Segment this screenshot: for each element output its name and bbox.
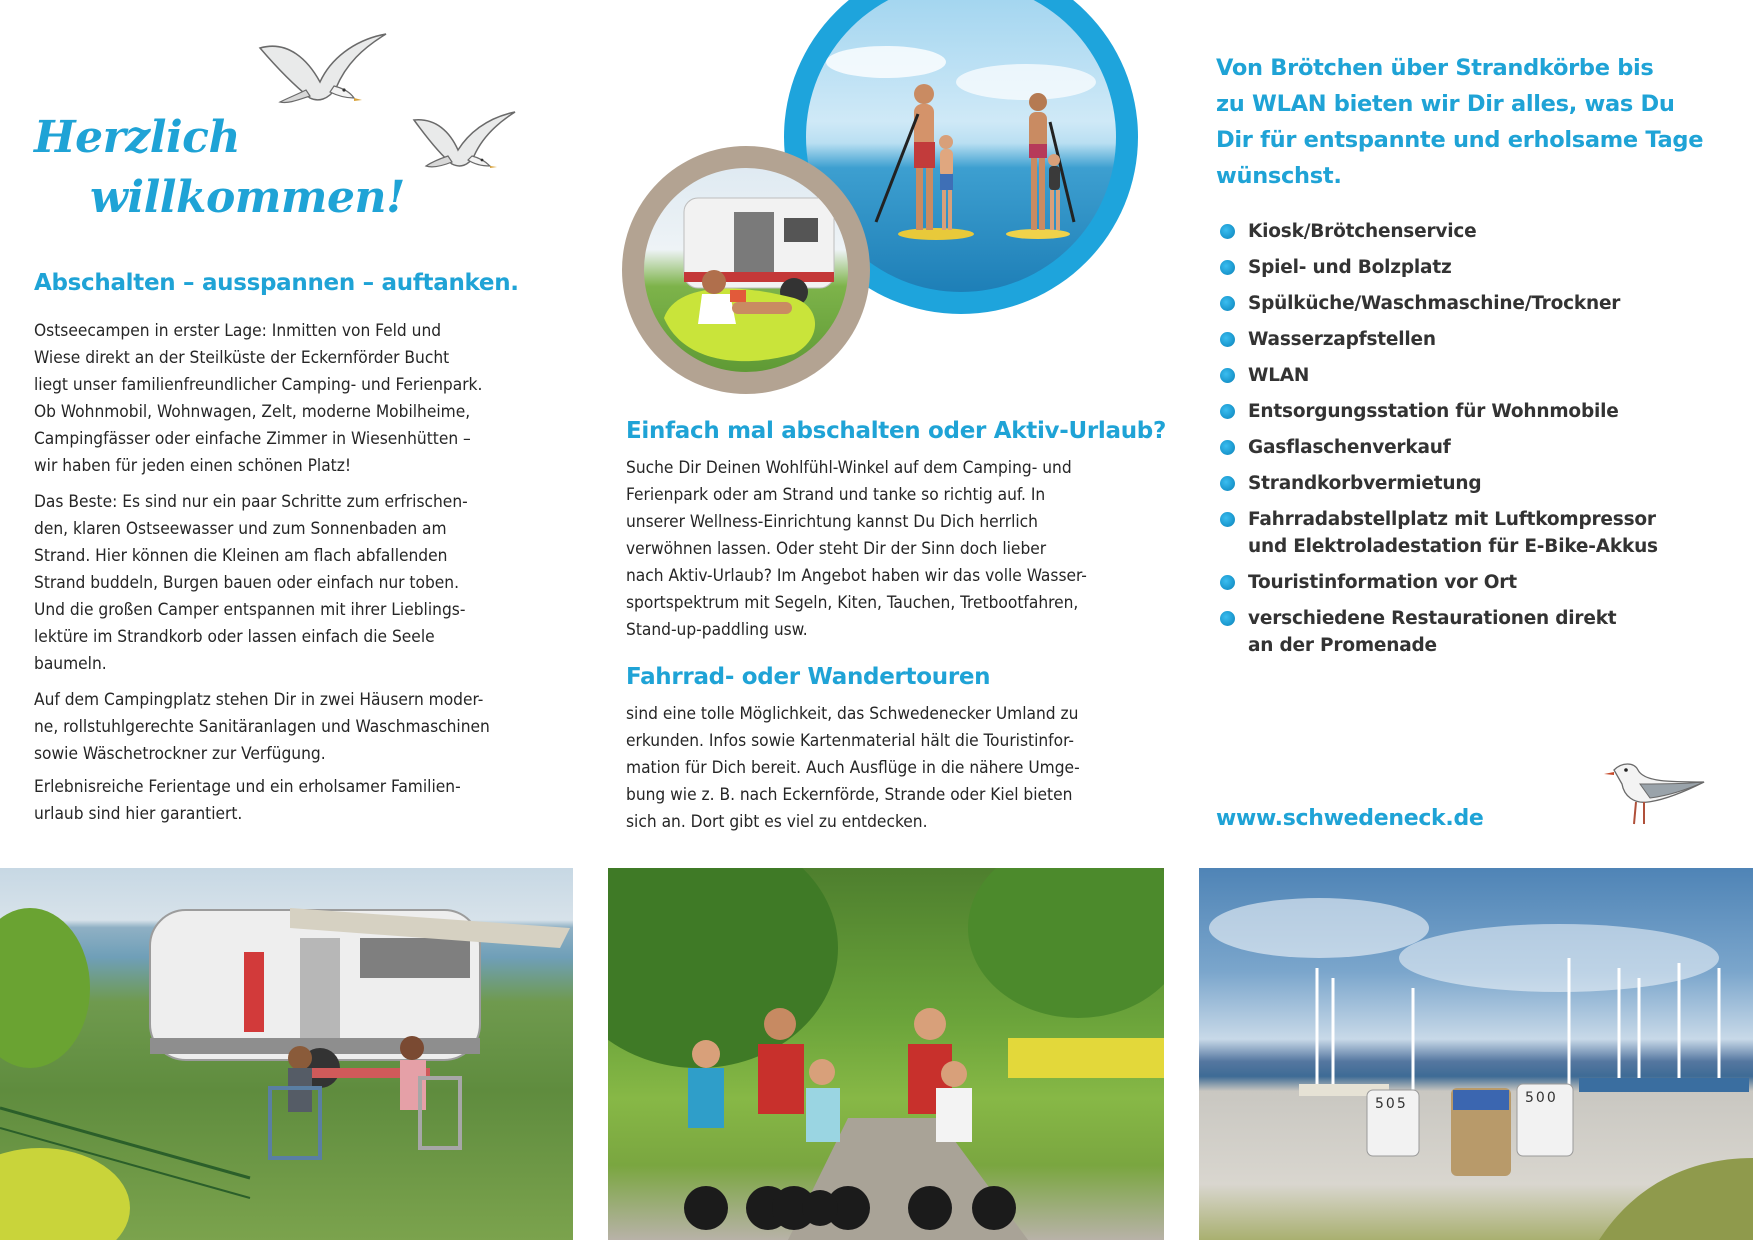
feature-text: Spiel- und Bolzplatz [1248, 257, 1452, 278]
text-line: Auf dem Campingplatz stehen Dir in zwei Häusern moder- [34, 690, 484, 710]
bullet-icon [1220, 224, 1235, 239]
text-line: Erlebnisreiche Ferientage und ein erholsamer Familien- [34, 777, 461, 797]
photo-beach-strandkorb [1199, 868, 1753, 1240]
col2-text-1 [626, 455, 1146, 644]
feature-text: Fahrradabstellplatz mit Luftkompressor [1248, 509, 1656, 530]
text-line: wir haben für jeden einen schönen Platz! [34, 456, 352, 476]
text-line: urlaub sind hier garantiert. [34, 804, 243, 824]
text-line: lektüre im Strandkorb oder lassen einfach die Seele [34, 627, 435, 647]
text-line: Stand-up-paddling usw. [626, 620, 808, 640]
col1-paragraph-2 [34, 489, 554, 678]
feature-item [1216, 569, 1716, 596]
intro-line: Dir für entspannte und erholsame Tage [1216, 127, 1704, 153]
bullet-icon [1220, 296, 1235, 311]
text-line: mation für Dich bereit. Auch Ausflüge in die nähere Umge- [626, 758, 1080, 778]
col1-paragraph-4 [34, 774, 554, 828]
feature-item [1216, 290, 1716, 317]
photo-caravan-relax [622, 146, 870, 394]
bullet-icon [1220, 476, 1235, 491]
text-line: liegt unser familienfreundlicher Camping- und Ferienpark. [34, 375, 483, 395]
text-line: Campingfässer oder einfache Zimmer in Wiesenhütten – [34, 429, 471, 449]
text-line: sportspektrum mit Segeln, Kiten, Tauchen, Tretbootfahren, [626, 593, 1079, 613]
welcome-line-2: willkommen! [90, 172, 405, 223]
feature-item [1216, 398, 1716, 425]
text-line: sich an. Dort gibt es viel zu entdecken. [626, 812, 928, 832]
text-line: sowie Wäschetrockner zur Verfügung. [34, 744, 326, 764]
feature-item [1216, 326, 1716, 353]
col3-intro [1216, 50, 1703, 194]
feature-item [1216, 506, 1716, 560]
feature-text: Touristinformation vor Ort [1248, 572, 1517, 593]
intro-line: zu WLAN bieten wir Dir alles, was Du [1216, 91, 1675, 117]
feature-text: an der Promenade [1248, 635, 1437, 656]
text-line: Ferienpark oder am Strand und tanke so richtig auf. In [626, 485, 1046, 505]
text-line: baumeln. [34, 654, 107, 674]
text-line: Ob Wohnmobil, Wohnwagen, Zelt, moderne Mobilheime, [34, 402, 471, 422]
feature-item [1216, 362, 1716, 389]
col1-heading: Abschalten – ausspannen – auftanken. [34, 270, 519, 296]
text-line: Ostseecampen in erster Lage: Inmitten von Feld und [34, 321, 442, 341]
seagull-flying-icon [258, 30, 388, 110]
seagull-flying-icon [412, 110, 517, 175]
text-line: unserer Wellness-Einrichtung kannst Du Dich herrlich [626, 512, 1038, 532]
text-line: nach Aktiv-Urlaub? Im Angebot haben wir das volle Wasser- [626, 566, 1087, 586]
feature-text: WLAN [1248, 365, 1310, 386]
feature-text: Kiosk/Brötchenservice [1248, 221, 1477, 242]
col2-paragraph-1 [626, 455, 1146, 644]
text-line: ne, rollstuhlgerechte Sanitäranlagen und Waschmaschinen [34, 717, 490, 737]
feature-text: Spülküche/Waschmaschine/Trockner [1248, 293, 1621, 314]
feature-item [1216, 218, 1716, 245]
text-line: sind eine tolle Möglichkeit, das Schwedenecker Umland zu [626, 704, 1079, 724]
website-link[interactable]: www.schwedeneck.de [1216, 806, 1484, 831]
bullet-icon [1220, 260, 1235, 275]
photo-family-cycling [608, 868, 1164, 1240]
feature-text: und Elektroladestation für E-Bike-Akkus [1248, 536, 1658, 557]
text-line: Und die großen Camper entspannen mit ihrer Lieblings- [34, 600, 466, 620]
text-line: Wiese direkt an der Steilküste der Eckernförder Bucht [34, 348, 450, 368]
bullet-icon [1220, 368, 1235, 383]
col2-heading-1: Einfach mal abschalten oder Aktiv-Urlaub? [626, 418, 1166, 444]
col1-paragraph-3 [34, 687, 554, 768]
text-line: Suche Dir Deinen Wohlfühl-Winkel auf dem Camping- und [626, 458, 1072, 478]
col2-text-2 [626, 701, 1146, 836]
col2-heading-2: Fahrrad- oder Wandertouren [626, 664, 991, 690]
feature-item [1216, 254, 1716, 281]
intro-line: Von Brötchen über Strandkörbe bis [1216, 55, 1654, 81]
feature-item [1216, 605, 1716, 659]
col2-paragraph-2 [626, 701, 1146, 836]
text-line: erkunden. Infos sowie Kartenmaterial hält die Touristinfor- [626, 731, 1074, 751]
feature-item [1216, 470, 1716, 497]
text-line: Das Beste: Es sind nur ein paar Schritte zum erfrischen- [34, 492, 468, 512]
feature-text: Wasserzapfstellen [1248, 329, 1436, 350]
bullet-icon [1220, 611, 1235, 626]
photo-caravan-family [0, 868, 573, 1240]
text-line: bung wie z. B. nach Eckernförde, Strande oder Kiel bieten [626, 785, 1073, 805]
bullet-icon [1220, 332, 1235, 347]
text-line: verwöhnen lassen. Oder steht Dir der Sinn doch lieber [626, 539, 1047, 559]
bullet-icon [1220, 404, 1235, 419]
welcome-line-1: Herzlich [34, 112, 240, 163]
feature-item [1216, 434, 1716, 461]
bullet-icon [1220, 575, 1235, 590]
beach-chair-number-2: 500 [1525, 1090, 1558, 1106]
feature-text: Entsorgungsstation für Wohnmobile [1248, 401, 1619, 422]
col1-paragraph-1 [34, 318, 554, 480]
feature-text: Strandkorbvermietung [1248, 473, 1482, 494]
text-line: den, klaren Ostseewasser und zum Sonnenbaden am [34, 519, 447, 539]
bullet-icon [1220, 440, 1235, 455]
seagull-standing-icon [1600, 752, 1710, 826]
intro-line: wünschst. [1216, 163, 1342, 189]
feature-list [1216, 218, 1716, 668]
bullet-icon [1220, 512, 1235, 527]
beach-chair-number-1: 505 [1375, 1096, 1408, 1112]
feature-text: verschiedene Restaurationen direkt [1248, 608, 1617, 629]
col1-text [34, 318, 554, 828]
welcome-title [34, 108, 405, 228]
feature-text: Gasflaschenverkauf [1248, 437, 1451, 458]
text-line: Strand. Hier können die Kleinen am flach abfallenden [34, 546, 448, 566]
text-line: Strand buddeln, Burgen bauen oder einfach nur toben. [34, 573, 459, 593]
